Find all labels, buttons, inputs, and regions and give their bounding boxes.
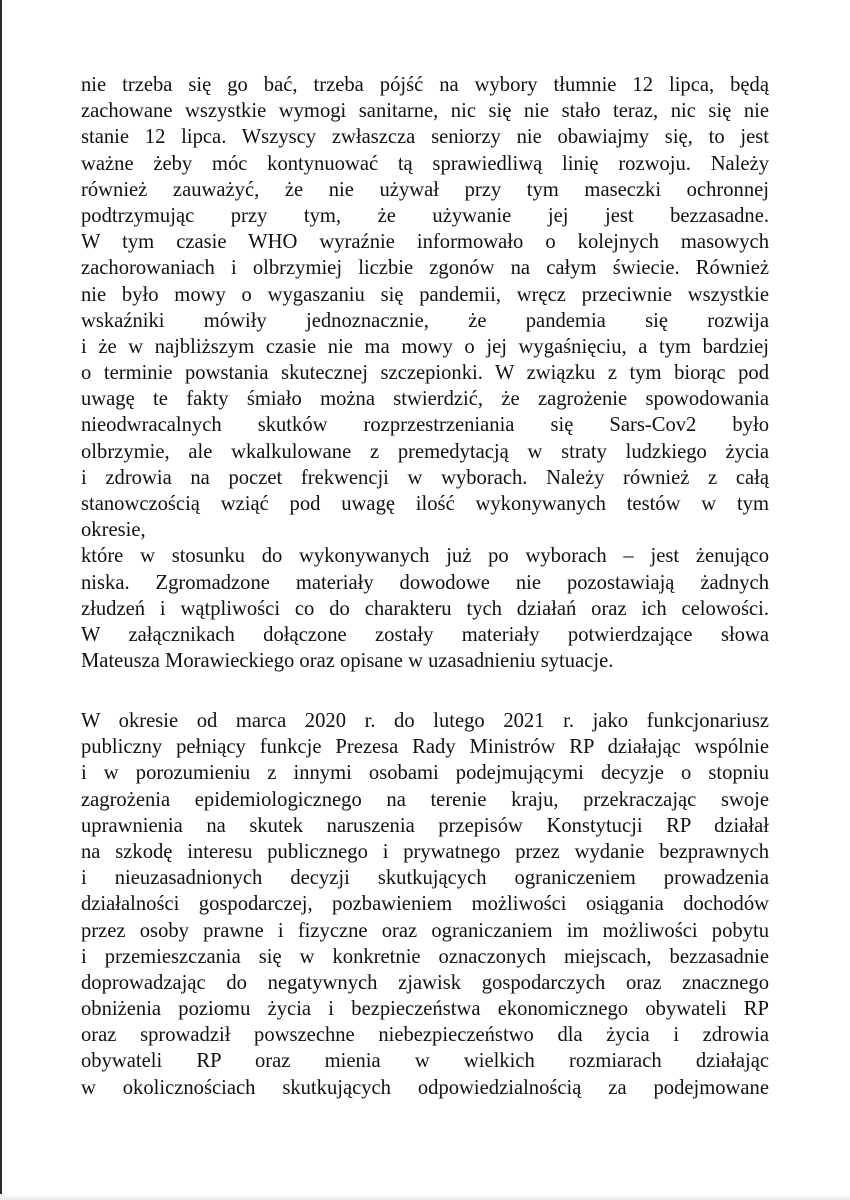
text-line: wskaźniki mówiły jednoznacznie, że pandemia się rozwija: [81, 309, 769, 332]
text-line: złudzeń i wątpliwości co do charakteru tych działań oraz ich celowości.: [81, 597, 769, 620]
text-line: oraz sprowadził powszechne niebezpieczeństwo dla życia i zdrowia: [81, 1024, 769, 1047]
text-line: zachowane wszystkie wymogi sanitarne, nic się nie stało teraz, nic się nie: [81, 100, 769, 123]
text-line: które w stosunku do wykonywanych już po wyborach – jest żenująco: [81, 545, 769, 568]
text-line: w okolicznościach skutkujących odpowiedzialnością za podejmowane: [81, 1076, 769, 1099]
text-line: ważne żeby móc kontynuować tą sprawiedliwą linię rozwoju. Należy: [81, 152, 769, 175]
text-line: niska. Zgromadzone materiały dowodowe nie pozostawiają żadnych: [81, 571, 769, 594]
text-line: uwagę te fakty śmiało można stwierdzić, że zagrożenie spowodowania: [81, 388, 769, 411]
text-line: doprowadzając do negatywnych zjawisk gospodarczych oraz znacznego: [81, 971, 769, 994]
page-left-edge: [0, 0, 2, 1200]
text-line: również zauważyć, że nie używał przy tym maseczki ochronnej: [81, 178, 769, 201]
page-bottom-shadow: [0, 1194, 850, 1200]
text-line: zachorowaniach i olbrzymiej liczbie zgonów na całym świecie. Również: [81, 257, 769, 280]
text-line: przez osoby prawne i fizyczne oraz ograniczaniem im możliwości pobytu: [81, 919, 769, 942]
text-line: W załącznikach dołączone zostały materiały potwierdzające słowa: [81, 623, 769, 646]
text-line: W okresie od marca 2020 r. do lutego 2021 r. jako funkcjonariusz: [81, 710, 769, 732]
text-line: nie trzeba się go bać, trzeba pójść na wybory tłumnie 12 lipca, będą: [81, 74, 769, 96]
text-line: olbrzymie, ale wkalkulowane z premedytacją w straty ludzkiego życia: [81, 440, 769, 463]
text-line: nieodwracalnych skutków rozprzestrzeniania się Sars-Cov2 było: [81, 414, 769, 437]
text-line: Mateusza Morawieckiego oraz opisane w uzasadnieniu sytuacje.: [81, 650, 614, 673]
text-line: i w porozumieniu z innymi osobami podejmującymi decyzje o stopniu: [81, 762, 769, 785]
text-line: nie było mowy o wygaszaniu się pandemii, wręcz przeciwnie wszystkie: [81, 283, 769, 306]
text-line: i przemieszczania się w konkretnie oznaczonych miejscach, bezzasadnie: [81, 945, 769, 968]
text-line: na szkodę interesu publicznego i prywatnego przez wydanie bezprawnych: [81, 840, 769, 863]
text-line: o terminie powstania skutecznej szczepionki. W związku z tym biorąc pod: [81, 362, 769, 385]
text-line: W tym czasie WHO wyraźnie informowało o kolejnych masowych: [81, 231, 769, 254]
text-line: i zdrowia na poczet frekwencji w wyborach. Należy również z całą: [81, 466, 769, 489]
document-paragraph-1: [81, 72, 769, 674]
text-line: podtrzymując przy tym, że używanie jej jest bezzasadne.: [81, 204, 769, 227]
text-line: obniżenia poziomu życia i bezpieczeństwa ekonomicznego obywateli RP: [81, 998, 769, 1021]
text-line: stanowczością wziąć pod uwagę ilość wykonywanych testów w tym: [81, 493, 769, 515]
text-line: publiczny pełniący funkcje Prezesa Rady Ministrów RP działając wspólnie: [81, 736, 769, 759]
text-line: i nieuzasadnionych decyzji skutkujących ograniczeniem prowadzenia: [81, 867, 769, 890]
text-line: uprawnienia na skutek naruszenia przepisów Konstytucji RP działał: [81, 814, 769, 837]
text-line: i że w najbliższym czasie nie ma mowy o jej wygaśnięciu, a tym bardziej: [81, 335, 769, 358]
text-line: stanie 12 lipca. Wszyscy zwłaszcza seniorzy nie obawiajmy się, to jest: [81, 126, 769, 149]
text-line: obywateli RP oraz mienia w wielkich rozmiarach działając: [81, 1050, 769, 1073]
text-line: okresie,: [81, 519, 146, 542]
text-line: zagrożenia epidemiologicznego na terenie kraju, przekraczając swoje: [81, 788, 769, 811]
document-paragraph-2: [81, 708, 769, 1101]
text-line: działalności gospodarczej, pozbawieniem możliwości osiągania dochodów: [81, 893, 769, 916]
